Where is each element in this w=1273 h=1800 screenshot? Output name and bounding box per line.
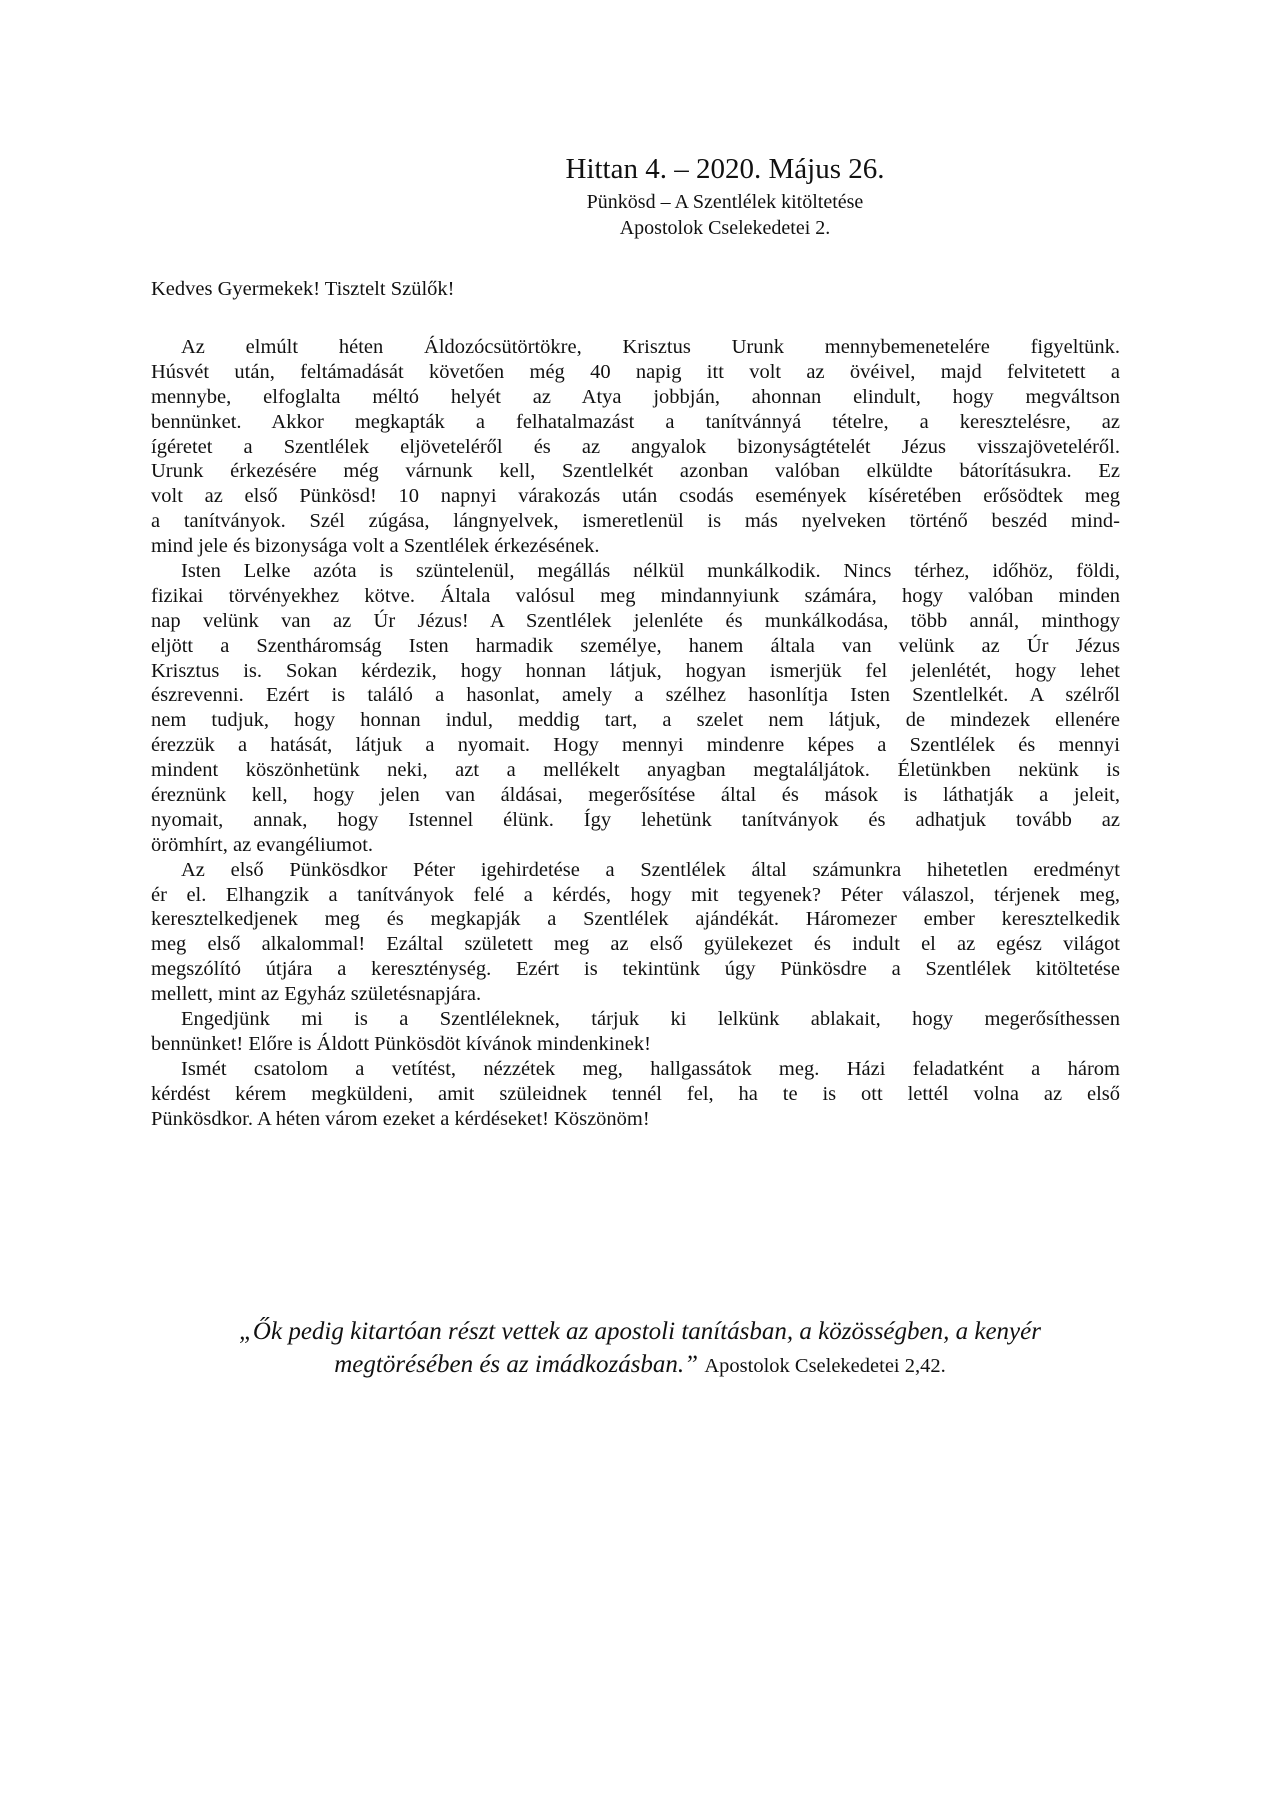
document-title: Hittan 4. – 2020. Május 26. [565, 153, 885, 185]
text-line: volt az első Pünkösd! 10 napnyi várakozás után csodás események kíséretében erősödtek meg [151, 485, 1120, 508]
text-line: bennünket! Előre is Áldott Pünkösdöt kívánok mindenkinek! [151, 1032, 651, 1055]
paragraph [151, 1007, 1120, 1057]
text-line: Ismét csatolom a vetítést, nézzétek meg, hallgassátok meg. Házi feladatként a három [181, 1057, 1120, 1080]
paragraph [151, 1057, 1120, 1132]
text-line: Húsvét után, feltámadását követően még 40 napig itt volt az övéivel, majd felvitetett a [151, 360, 1120, 383]
text-line: nap velünk van az Úr Jézus! A Szentlélek jelenléte és munkálkodása, több annál, minthogy [151, 609, 1120, 632]
text-line: megszólító útjára a kereszténység. Ezért is tekintünk úgy Pünkösdre a Szentlélek kitöltetése [151, 958, 1120, 981]
quote-reference: Apostolok Cselekedetei 2,42. [704, 1355, 946, 1377]
letter-body [151, 335, 1120, 1132]
text-line: Pünkösdkor. A héten várom ezeket a kérdéseket! Köszönöm! [151, 1107, 650, 1130]
text-line: éreznünk kell, hogy jelen van áldásai, megerősítése által és mások is láthatják a jeleit, [151, 784, 1120, 807]
text-line: fizikai törvényekhez kötve. Általa valósul meg mindannyiunk számára, hogy valóban minden [151, 584, 1120, 607]
paragraph [151, 858, 1120, 1007]
text-line: Az elmúlt héten Áldozócsütörtökre, Krisztus Urunk mennybemenetelére figyeltünk. [181, 336, 1120, 358]
text-line: Az első Pünkösdkor Péter igehirdetése a Szentlélek által számunkra hihetetlen eredményt [181, 858, 1120, 881]
text-line: mennybe, elfoglalta méltó helyét az Atya jobbján, ahonnan elindult, hogy megváltson [151, 385, 1120, 408]
text-line: Krisztus is. Sokan kérdezik, hogy honnan látjuk, hogyan ismerjük fel jelenlétét, hogy lehet [151, 659, 1120, 682]
quote-line: megtörésében és az imádkozásban.” [334, 1351, 699, 1378]
paragraph [151, 335, 1120, 559]
text-line: mindent köszönhetünk neki, azt a mellékelt anyagban megtaláljátok. Életünkben nekünk is [151, 759, 1120, 782]
text-line: ér el. Elhangzik a tanítványok felé a kérdés, hogy mit tegyenek? Péter válaszol, térjenek meg, [151, 883, 1120, 906]
text-line: Engedjünk mi is a Szentléleknek, tárjuk ki lelkünk ablakait, hogy megerősíthessen [181, 1008, 1120, 1031]
text-line: meg első alkalommal! Ezáltal született meg az első gyülekezet és indult el az egész világot [151, 933, 1120, 956]
text-line: észrevenni. Ezért is találó a hasonlat, amely a szélhez hasonlítja Isten Szentlelkét. A szélről [151, 684, 1120, 707]
document-subtitle: Pünkösd – A Szentlélek kitöltetése [586, 191, 864, 213]
text-line: mellett, mint az Egyház születésnapjára. [151, 983, 482, 1006]
text-line: mind jele és bizonysága volt a Szentlélek érkezésének. [151, 535, 600, 558]
greeting: Kedves Gyermekek! Tisztelt Szülők! [151, 278, 455, 300]
text-line: nem tudjuk, hogy honnan indul, meddig tart, a szelet nem látjuk, de mindezek ellenére [151, 709, 1120, 732]
text-line: Isten Lelke azóta is szüntelenül, megállás nélkül munkálkodik. Nincs térhez, időhöz, földi, [181, 560, 1120, 583]
text-line: örömhírt, az evangéliumot. [151, 833, 374, 856]
text-line: eljött a Szentháromság Isten harmadik személye, hanem általa van velünk az Úr Jézus [151, 634, 1120, 657]
text-line: érezzük a hatását, látjuk a nyomait. Hogy mennyi mindenre képes a Szentlélek és mennyi [151, 734, 1120, 757]
closing-quote [140, 1315, 1140, 1383]
text-line: a tanítványok. Szél zúgása, lángnyelvek, ismeretlenül is más nyelveken történő beszéd mind- [151, 510, 1120, 533]
text-line: ígéretet a Szentlélek eljöveteléről és az angyalok bizonyságtételét Jézus visszajöveteléről. [151, 435, 1120, 458]
document-scripture-reference: Apostolok Cselekedetei 2. [619, 217, 831, 239]
text-line: bennünket. Akkor megkapták a felhatalmazást a tanítvánnyá tételre, a keresztelésre, az [151, 410, 1120, 433]
text-line: keresztelkedjenek meg és megkapják a Szentlélek ajándékát. Háromezer ember keresztelkedik [151, 908, 1120, 931]
text-line: kérdést kérem megküldeni, amit szüleidnek tennél fel, ha te is ott lettél volna az első [151, 1082, 1120, 1105]
quote-line: „Ők pedig kitartóan részt vettek az apostoli tanításban, a közösségben, a kenyér [239, 1318, 1041, 1345]
paragraph [151, 559, 1120, 858]
text-line: Urunk érkezésére még várnunk kell, Szentlelkét azonban valóban elküldte bátorításukra. Ez [151, 460, 1120, 483]
text-line: nyomait, annak, hogy Istennel élünk. Így lehetünk tanítványok és adhatjuk tovább az [151, 808, 1120, 831]
